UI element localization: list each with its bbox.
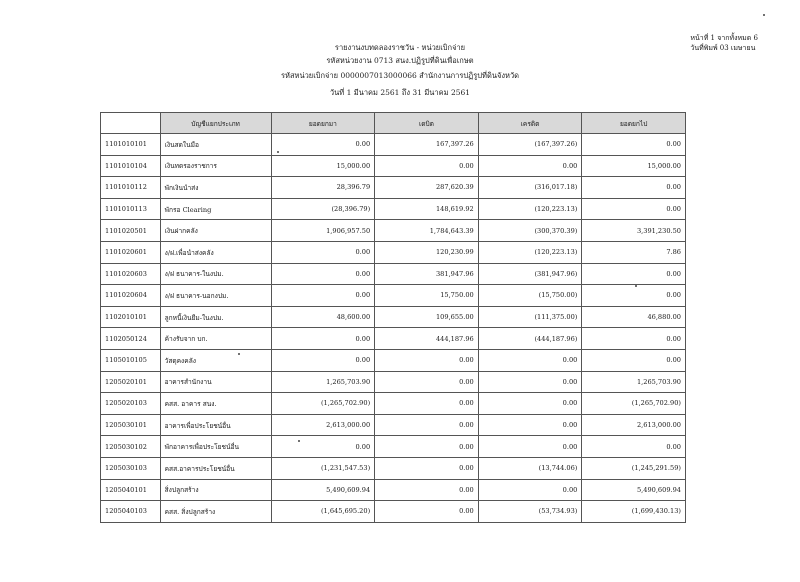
row-opening: (1,645,695.20) xyxy=(271,501,375,523)
column-header-closing: ยอดยกไป xyxy=(582,113,686,134)
row-debit: 381,947.96 xyxy=(375,263,479,285)
row-opening: 0.00 xyxy=(271,263,375,285)
table-row xyxy=(101,134,686,156)
table-row xyxy=(101,306,686,328)
row-credit: (316,017.18) xyxy=(478,177,582,199)
row-debit: 148,619.92 xyxy=(375,198,479,220)
trial-balance-table xyxy=(100,112,686,523)
row-closing: 0.00 xyxy=(582,349,686,371)
row-credit: (15,750.00) xyxy=(478,285,582,307)
scan-speck xyxy=(763,14,765,16)
row-opening: 48,600.00 xyxy=(271,306,375,328)
row-code: 1102050124 xyxy=(101,328,161,350)
row-credit: (53,734.93) xyxy=(478,501,582,523)
row-code: 1205020103 xyxy=(101,393,161,415)
row-closing: 2,613,000.00 xyxy=(582,414,686,436)
row-account-name: สิ่งปลูกสร้าง xyxy=(160,479,271,501)
row-closing: 7.86 xyxy=(582,241,686,263)
row-credit: 0.00 xyxy=(478,371,582,393)
row-opening: 28,396.79 xyxy=(271,177,375,199)
table-row xyxy=(101,371,686,393)
row-debit: 167,397.26 xyxy=(375,134,479,156)
table-row xyxy=(101,328,686,350)
row-closing: 0.00 xyxy=(582,198,686,220)
table-row xyxy=(101,241,686,263)
row-code: 1205040101 xyxy=(101,479,161,501)
row-account-name: เงินฝากคลัง xyxy=(160,220,271,242)
row-account-name: คสส. อาคาร สนง. xyxy=(160,393,271,415)
row-opening: 0.00 xyxy=(271,328,375,350)
row-code: 1105010105 xyxy=(101,349,161,371)
row-debit: 0.00 xyxy=(375,349,479,371)
row-code: 1101020501 xyxy=(101,220,161,242)
column-header-opening: ยอดยกมา xyxy=(271,113,375,134)
table-row xyxy=(101,285,686,307)
row-credit: (300,370.39) xyxy=(478,220,582,242)
row-opening: (1,231,547.53) xyxy=(271,457,375,479)
row-closing: 0.00 xyxy=(582,263,686,285)
table-row xyxy=(101,198,686,220)
row-debit: 0.00 xyxy=(375,501,479,523)
row-credit: 0.00 xyxy=(478,479,582,501)
scan-speck xyxy=(298,440,300,442)
row-opening: 0.00 xyxy=(271,134,375,156)
row-credit: 0.00 xyxy=(478,393,582,415)
row-code: 1101010101 xyxy=(101,134,161,156)
row-opening: (28,396.79) xyxy=(271,198,375,220)
row-opening: 0.00 xyxy=(271,349,375,371)
row-account-name: วัสดุคงคลัง xyxy=(160,349,271,371)
row-closing: 0.00 xyxy=(582,436,686,458)
row-credit: 0.00 xyxy=(478,349,582,371)
row-code: 1101010112 xyxy=(101,177,161,199)
row-debit: 15,750.00 xyxy=(375,285,479,307)
row-credit: (444,187.96) xyxy=(478,328,582,350)
row-closing: 1,265,703.90 xyxy=(582,371,686,393)
row-closing: (1,699,430.13) xyxy=(582,501,686,523)
row-code: 1101010104 xyxy=(101,155,161,177)
table-row xyxy=(101,436,686,458)
row-closing: (1,245,291.59) xyxy=(582,457,686,479)
row-opening: 2,613,000.00 xyxy=(271,414,375,436)
row-credit: 0.00 xyxy=(478,414,582,436)
row-code: 1101010113 xyxy=(101,198,161,220)
row-debit: 109,655.00 xyxy=(375,306,479,328)
column-header-debit: เดบิต xyxy=(375,113,479,134)
table-row xyxy=(101,457,686,479)
row-account-name: พักอาคารเพื่อประโยชน์อื่น xyxy=(160,436,271,458)
row-account-name: อาคารสำนักงาน xyxy=(160,371,271,393)
row-account-name: เงินทดรองราชการ xyxy=(160,155,271,177)
row-code: 1205020101 xyxy=(101,371,161,393)
row-account-name: คสส. สิ่งปลูกสร้าง xyxy=(160,501,271,523)
row-closing: 0.00 xyxy=(582,177,686,199)
table-row xyxy=(101,393,686,415)
row-account-name: คสส.อาคารประโยชน์อื่น xyxy=(160,457,271,479)
row-account-name: ง/ฝ.เพื่อนำส่งคลัง xyxy=(160,241,271,263)
table-row xyxy=(101,263,686,285)
row-credit: (167,397.26) xyxy=(478,134,582,156)
row-credit: 0.00 xyxy=(478,436,582,458)
row-credit: (13,744.06) xyxy=(478,457,582,479)
scan-speck xyxy=(238,353,240,355)
row-opening: 1,265,703.90 xyxy=(271,371,375,393)
row-closing: (1,265,702.90) xyxy=(582,393,686,415)
row-code: 1205030101 xyxy=(101,414,161,436)
row-code: 1101020601 xyxy=(101,241,161,263)
row-closing: 0.00 xyxy=(582,134,686,156)
print-date: วันที่พิมพ์ 03 เมษายน xyxy=(690,44,756,52)
row-opening: 1,906,957.50 xyxy=(271,220,375,242)
row-account-name: ง/ฝ ธนาคาร-นอกงปม. xyxy=(160,285,271,307)
row-code: 1205030102 xyxy=(101,436,161,458)
row-account-name: ลูกหนี้เงินยืม-ในงปม. xyxy=(160,306,271,328)
row-closing: 46,880.00 xyxy=(582,306,686,328)
report-title: รายงานงบทดลองราชวัน - หน่วยเบิกจ่าย xyxy=(334,43,466,52)
row-credit: 0.00 xyxy=(478,155,582,177)
row-code: 1101020604 xyxy=(101,285,161,307)
row-account-name: พักรอ Clearing xyxy=(160,198,271,220)
row-account-name: อาคารเพื่อประโยชน์อื่น xyxy=(160,414,271,436)
date-range-line: วันที่ 1 มีนาคม 2561 ถึง 31 มีนาคม 2561 xyxy=(329,88,471,97)
row-account-name: ง/ฝ ธนาคาร-ในงปม. xyxy=(160,263,271,285)
row-closing: 5,490,609.94 xyxy=(582,479,686,501)
row-debit: 0.00 xyxy=(375,371,479,393)
row-opening: (1,265,702.90) xyxy=(271,393,375,415)
row-opening: 0.00 xyxy=(271,436,375,458)
row-closing: 0.00 xyxy=(582,328,686,350)
row-closing: 0.00 xyxy=(582,285,686,307)
row-debit: 1,784,643.39 xyxy=(375,220,479,242)
row-credit: (381,947.96) xyxy=(478,263,582,285)
column-header-code xyxy=(101,113,161,134)
row-debit: 444,187.96 xyxy=(375,328,479,350)
row-closing: 15,000.00 xyxy=(582,155,686,177)
scan-speck xyxy=(277,151,279,153)
table-header-row xyxy=(101,113,686,134)
row-account-name: พักเงินนำส่ง xyxy=(160,177,271,199)
row-code: 1101020603 xyxy=(101,263,161,285)
table-row xyxy=(101,349,686,371)
page-info xyxy=(690,33,758,53)
disbursement-unit-line: รหัสหน่วยเบิกจ่าย 0000007013000066 สำนักงานการปฏิรูปที่ดินจังหวัด xyxy=(280,71,520,80)
row-account-name: ค้างรับจาก บก. xyxy=(160,328,271,350)
row-opening: 15,000.00 xyxy=(271,155,375,177)
row-debit: 0.00 xyxy=(375,393,479,415)
row-debit: 0.00 xyxy=(375,436,479,458)
table-row xyxy=(101,414,686,436)
row-code: 1205040103 xyxy=(101,501,161,523)
table-row xyxy=(101,177,686,199)
row-closing: 3,391,230.50 xyxy=(582,220,686,242)
row-credit: (120,223.13) xyxy=(478,198,582,220)
row-debit: 0.00 xyxy=(375,414,479,436)
page-number: หน้าที่ 1 จากทั้งหมด 6 xyxy=(690,34,758,42)
row-debit: 0.00 xyxy=(375,457,479,479)
table-row xyxy=(101,155,686,177)
row-opening: 0.00 xyxy=(271,285,375,307)
row-debit: 120,230.99 xyxy=(375,241,479,263)
row-debit: 0.00 xyxy=(375,479,479,501)
row-opening: 5,490,609.94 xyxy=(271,479,375,501)
row-debit: 287,620.39 xyxy=(375,177,479,199)
scan-speck xyxy=(635,285,637,287)
row-credit: (111,375.00) xyxy=(478,306,582,328)
column-header-account: บัญชีแยกประเภท xyxy=(160,113,271,134)
row-code: 1205030103 xyxy=(101,457,161,479)
agency-code-line: รหัสหน่วยงาน 0713 สนง.ปฏิรูปที่ดินเพื่อเกษต xyxy=(326,56,474,65)
row-account-name: เงินสดในมือ xyxy=(160,134,271,156)
table-row xyxy=(101,220,686,242)
row-opening: 0.00 xyxy=(271,241,375,263)
row-code: 1102010101 xyxy=(101,306,161,328)
table-row xyxy=(101,501,686,523)
column-header-credit: เครดิต xyxy=(478,113,582,134)
row-credit: (120,223.13) xyxy=(478,241,582,263)
row-debit: 0.00 xyxy=(375,155,479,177)
table-row xyxy=(101,479,686,501)
